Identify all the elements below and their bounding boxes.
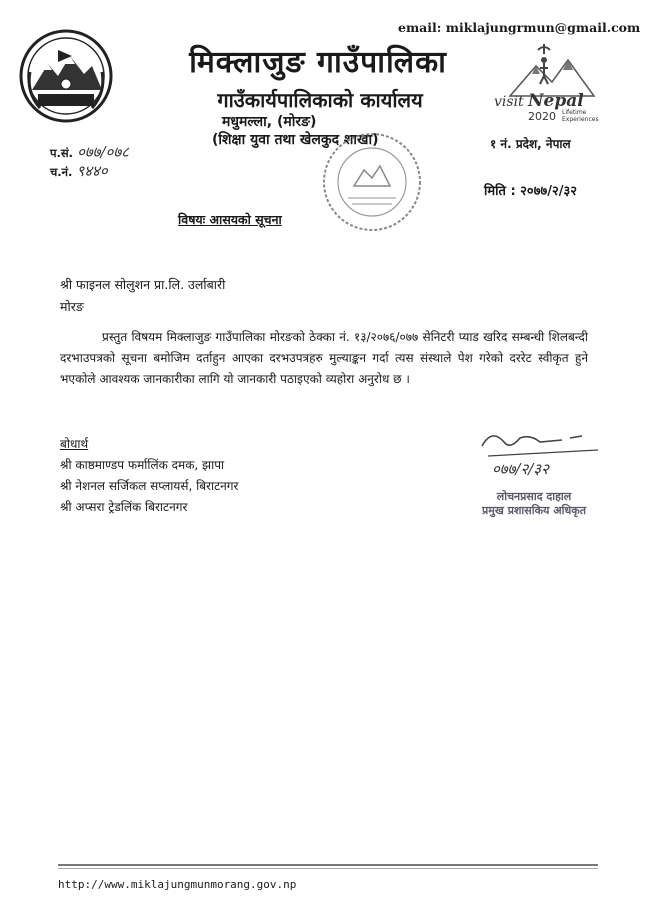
letter-body: प्रस्तुत विषयम मिक्लाजुङ गाउँपालिका मोरङको ठेक्का नं. १३/२०७६/०७७ सेनिटरी प्याड खरिद सम्बन्धी शिलबन्दी दरभाउपत्रको सूचना बमोजिम दर्ताहुन आएका दरभउपत्रहरु मुल्याङ्कन गर्दा त्यस संस्थाले पेश गरेको दररेट स्वीकृत हुने भएकोले आवश्यक जानकारीका लागि यो जानकारी पठाइएको व्यहोरा अनुरोध छ । [60, 330, 588, 386]
office-stamp-icon [318, 128, 426, 236]
signature-date: ०७७/२/३२ [492, 460, 549, 478]
footer-divider-thin [58, 868, 598, 869]
letter-subject: विषयः आसयको सूचना [178, 212, 282, 227]
ps-value: ०७७/०७८ [77, 143, 129, 161]
visit-nepal-logo [490, 44, 602, 126]
cn-label: च.नं. [50, 165, 73, 179]
ps-label: प.सं. [50, 146, 74, 160]
recipient-block [60, 274, 225, 318]
cc-item: श्री काष्ठमाण्डप फर्मालिंक दमक, झापा [60, 458, 225, 472]
tagline-experiences: Experiences [562, 116, 599, 123]
cc-item: श्री नेशनल सर्जिकल सप्लायर्स, बिराटनगर [60, 479, 239, 493]
handwritten-signature [470, 424, 610, 484]
municipality-title: मिक्लाजुङ गाउँपालिका [189, 45, 447, 80]
cc-block [60, 434, 238, 518]
office-subtitle: गाउँकार्यपालिकाको कार्यालय [217, 88, 423, 112]
ps-row [50, 143, 129, 162]
government-emblem-icon [18, 28, 114, 124]
letter-date: मिति : २०७७/२/३२ [484, 184, 577, 199]
cc-title: बोधार्थ [60, 437, 89, 451]
office-section: (शिक्षा युवा तथा खेलकुद शाखा) [212, 132, 379, 148]
header-email: email: miklajungrmun@gmail.com [398, 20, 641, 35]
cn-value: ९४४० [76, 162, 108, 180]
reference-block [50, 143, 129, 181]
cn-row [50, 162, 129, 181]
tagline-lifetime: Lifetime [562, 109, 587, 116]
signatory-block [474, 490, 594, 518]
signatory-designation: प्रमुख प्रशासकिय अधिकृत [482, 504, 586, 517]
nepal-word: Nepal [528, 91, 584, 111]
footer-divider [58, 864, 598, 866]
footer-website: http://www.miklajungmunmorang.gov.np [58, 878, 297, 891]
visit-word: visit [494, 94, 524, 110]
cc-item: श्री अप्सरा ट्रेडलिंक बिराटनगर [60, 500, 188, 514]
province-text: १ नं. प्रदेश, नेपाल [490, 137, 571, 151]
recipient-district: मोरङ [60, 299, 84, 314]
signatory-name: लोचनप्रसाद दाहाल [496, 490, 572, 503]
office-location: मधुमल्ला, (मोरङ) [222, 114, 317, 130]
recipient-name: श्री फाइनल सोलुशन प्रा.लि. उर्लाबारी [60, 277, 226, 292]
visit-year: 2020 [528, 110, 556, 123]
